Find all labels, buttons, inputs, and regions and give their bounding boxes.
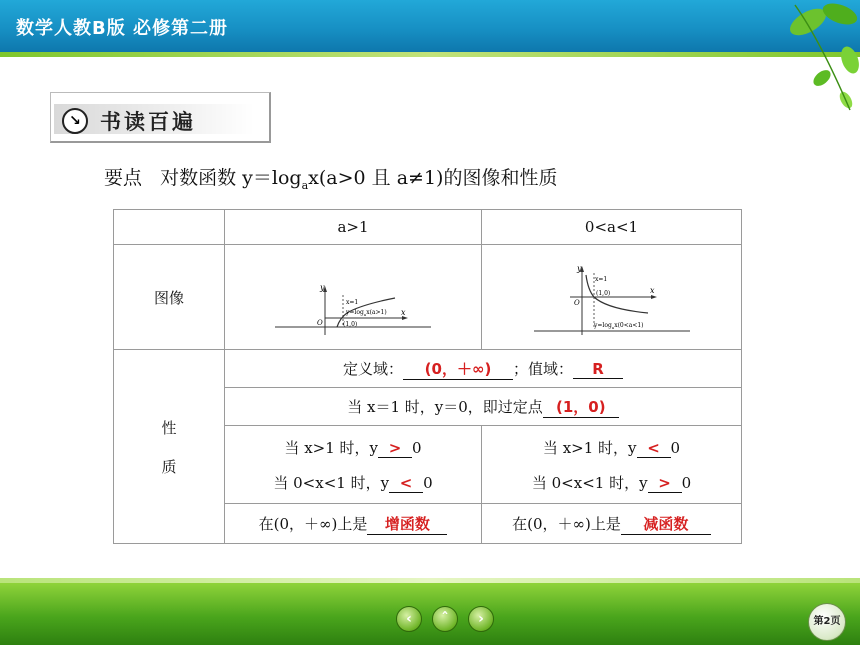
fixed-point-answer: (1，0) xyxy=(555,397,606,416)
a-gt1-line2-answer: < xyxy=(399,473,413,492)
a-gt1-line1-answer: > xyxy=(388,438,402,457)
heading-text-a: 对数函数 y＝log xyxy=(160,167,302,189)
a-gt1-line1-suffix: 0 xyxy=(412,438,422,457)
heading-prefix: 要点 xyxy=(104,167,143,189)
section-heading xyxy=(104,163,557,192)
a-lt1-line1-prefix: 当 x>1 时，y xyxy=(542,438,637,457)
header-title: 数学人教B版 必修第二册 xyxy=(16,18,228,39)
mono-answer-a-gt1: 增函数 xyxy=(384,514,430,533)
origin-label: O xyxy=(317,319,323,327)
curve-label: $y=\log_ax(0<a<1)$ xyxy=(594,322,644,330)
domain-range-cell xyxy=(225,350,742,388)
point-label: (1,0) xyxy=(596,290,611,297)
sign-cell-a-lt1 xyxy=(482,426,742,504)
sign-cell-a-gt1 xyxy=(225,426,482,504)
a-lt1-line1-answer: < xyxy=(647,438,660,457)
mono-prefix-a-gt1: 在(0，＋∞)上是 xyxy=(258,514,368,533)
props-label-2: 质 xyxy=(161,457,177,476)
a-lt1-line2-answer: > xyxy=(658,473,671,492)
monotonic-cell-a-lt1 xyxy=(482,504,742,544)
x-axis-label: x xyxy=(401,308,406,317)
graph-cell-a-gt1 xyxy=(225,245,482,350)
heading-sub: a xyxy=(301,178,309,192)
point-label: (1,0) xyxy=(343,321,358,328)
next-page-button[interactable] xyxy=(468,606,494,632)
prev-page-button[interactable] xyxy=(396,606,422,632)
range-label: ；值域： xyxy=(513,359,574,378)
page-number: 第2页 xyxy=(808,603,846,641)
leaves-decoration-icon xyxy=(700,0,860,120)
graph-a-gt1 xyxy=(225,245,481,349)
graph-cell-a-lt1 xyxy=(482,245,742,350)
a-gt1-line2-prefix: 当 0<x<1 时，y xyxy=(273,473,390,492)
line-label: x=1 xyxy=(595,276,608,283)
footer-bar xyxy=(0,583,860,645)
y-axis-label: y xyxy=(320,283,325,292)
line-label: x=1 xyxy=(346,299,359,306)
a-lt1-line2-suffix: 0 xyxy=(681,473,692,492)
heading-text-b: x(a>0 且 a≠1)的图像和性质 xyxy=(308,167,558,189)
x-axis-label: x xyxy=(650,286,655,295)
row-label-properties xyxy=(114,350,225,544)
a-lt1-line2-prefix: 当 0<x<1 时，y xyxy=(531,473,648,492)
col-header-a-gt1: a>1 xyxy=(225,210,482,245)
origin-label: O xyxy=(574,299,580,307)
chevron-right-icon: › xyxy=(478,611,484,627)
fixed-point-cell xyxy=(225,388,742,426)
mono-answer-a-lt1: 减函数 xyxy=(643,514,689,533)
corner-cell xyxy=(114,210,225,245)
domain-label: 定义域： xyxy=(342,359,403,378)
col-header-a-lt1: 0<a<1 xyxy=(482,210,742,245)
props-label-1: 性 xyxy=(161,418,177,437)
curve-label: $y=\log_ax(a>1)$ xyxy=(346,309,387,317)
arrow-down-right-icon: ↘ xyxy=(62,108,88,134)
a-gt1-line2-suffix: 0 xyxy=(423,473,433,492)
home-button[interactable] xyxy=(432,606,458,632)
chevron-left-icon: ‹ xyxy=(406,611,412,627)
domain-answer: (0，＋∞) xyxy=(424,359,492,378)
row-label-image: 图像 xyxy=(114,245,225,350)
y-axis-label: y xyxy=(577,264,582,273)
range-answer: R xyxy=(592,359,604,378)
section-badge xyxy=(50,92,270,142)
monotonic-cell-a-gt1 xyxy=(225,504,482,544)
fixed-point-label: 当 x＝1 时，y＝0，即过定点 xyxy=(347,397,543,416)
a-gt1-line1-prefix: 当 x>1 时，y xyxy=(284,438,379,457)
chevron-up-icon: ˆ xyxy=(441,611,449,627)
a-lt1-line1-suffix: 0 xyxy=(670,438,681,457)
badge-text: 书读百遍 xyxy=(100,110,196,134)
properties-table xyxy=(113,209,742,544)
mono-prefix-a-lt1: 在(0，＋∞)上是 xyxy=(512,514,621,533)
graph-a-lt1 xyxy=(482,245,741,349)
